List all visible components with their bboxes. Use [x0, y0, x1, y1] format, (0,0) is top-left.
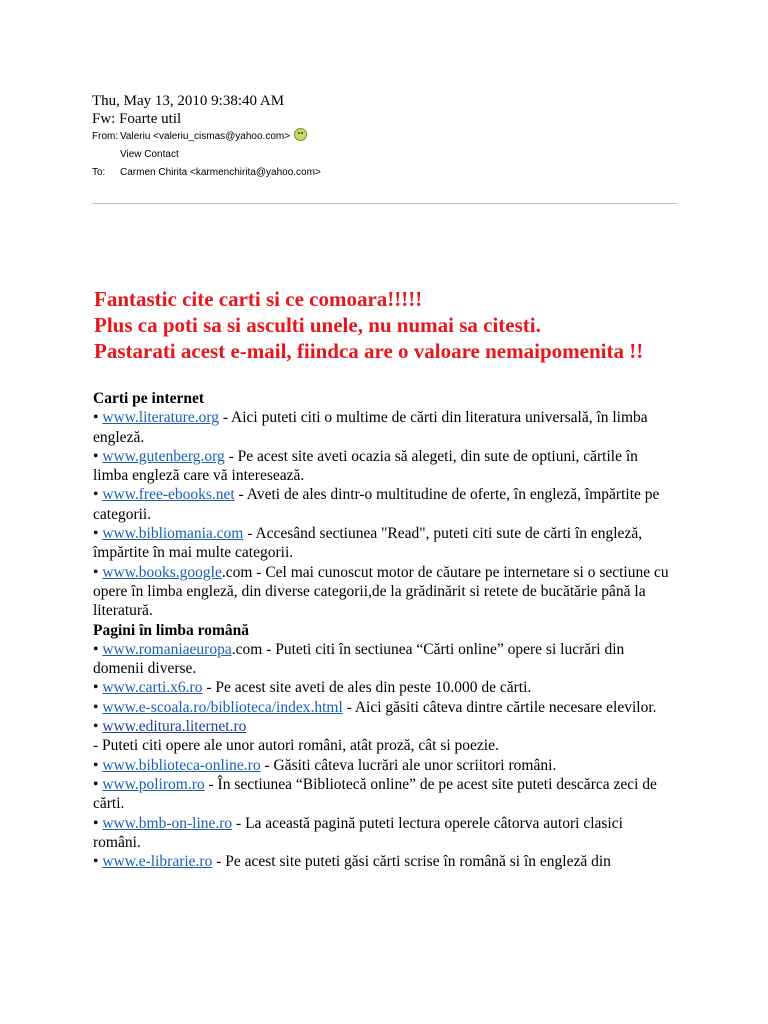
link-suffix: .com [231, 640, 263, 658]
site-link[interactable]: www.editura.liternet.ro [102, 718, 247, 736]
item-description: - Aveti de ales dintr-o multitudine de oferte, în engleză, împărtite pe categorii. [93, 486, 660, 523]
email-header [92, 92, 682, 182]
list-item [93, 524, 673, 563]
to-label: To: [92, 167, 106, 178]
site-link[interactable]: www.e-librarie.ro [102, 853, 213, 871]
item-description: - La această pagină puteti lectura operele câtorva autori clasici români. [93, 814, 623, 851]
list-romana [93, 640, 673, 872]
view-contact-link[interactable]: View Contact [120, 149, 179, 160]
site-link[interactable]: www.gutenberg.org [102, 447, 225, 465]
site-link[interactable]: www.literature.org [102, 409, 219, 427]
list-internet [93, 408, 673, 620]
bullet: • [93, 525, 103, 543]
site-link[interactable]: www.e-scoala.ro/biblioteca/index.html [102, 698, 343, 716]
site-link[interactable]: www.polirom.ro [102, 775, 205, 793]
site-link[interactable]: www.books.google [102, 563, 222, 581]
list-item [93, 563, 673, 621]
list-item [93, 485, 673, 524]
bullet: • [93, 640, 103, 658]
list-item [93, 814, 673, 853]
list-item [93, 698, 673, 717]
section-title-internet: Carti pe internet [93, 390, 205, 407]
list-item [93, 717, 673, 736]
from-value[interactable]: Valeriu <valeriu_cismas@yahoo.com> [120, 131, 291, 142]
item-description: - În sectiunea “Bibliotecă online” de pe acest site puteti descărca zeci de cărti. [93, 775, 657, 813]
email-subject: Fw: Foarte util [92, 111, 182, 127]
site-link[interactable]: www.free-ebooks.net [102, 486, 235, 504]
headline [94, 286, 684, 364]
item-description: - Găsiti câteva lucrări ale unor scriitori români. [260, 756, 557, 774]
bullet: • [93, 814, 103, 832]
item-description: - Pe acest site aveti de ales din peste 10.000 de cărti. [202, 679, 532, 697]
list-item [93, 678, 673, 697]
header-divider [92, 203, 678, 204]
item-description: - Pe acest site puteti găsi cărti scrise în română si în engleză din [212, 853, 611, 871]
bullet: • [93, 679, 103, 697]
item-description: - Puteti citi opere ale unor autori români, atât proză, cât si poezie. [93, 737, 499, 755]
site-link[interactable]: www.carti.x6.ro [102, 679, 203, 697]
list-item [93, 408, 673, 447]
email-body [93, 389, 673, 871]
site-link[interactable]: www.romaniaeuropa [102, 640, 232, 658]
bullet: • [93, 853, 103, 871]
site-link[interactable]: www.bibliomania.com [102, 525, 244, 543]
bullet: • [93, 718, 103, 736]
item-description: - Aici găsiti câteva dintre cărtile necesare elevilor. [342, 698, 657, 716]
from-label: From: [92, 131, 119, 142]
list-item [93, 447, 673, 486]
list-item [93, 736, 673, 755]
item-description: - Aici puteti citi o multime de cărti din literatura universală, în limba engleză. [93, 409, 648, 446]
headline-line-3: Pastarati acest e-mail, fiindca are o valoare nemaipomenita !! [94, 339, 644, 363]
item-description: - Cel mai cunoscut motor de căutare pe internetare si o sectiune cu opere în limba engleză, din diverse categorii,de la grădinărit si retete de bucătărie până la literatură. [93, 563, 669, 620]
site-link[interactable]: www.bmb-on-line.ro [102, 814, 233, 832]
list-item [93, 852, 673, 871]
item-description: - Accesând sectiunea "Read", puteti citi sute de cărti în engleză, împărtite în mai multe categorii. [93, 525, 643, 562]
list-item [93, 775, 673, 814]
email-date: Thu, May 13, 2010 9:38:40 AM [92, 93, 285, 109]
bullet: • [93, 486, 103, 504]
bullet: • [93, 563, 103, 581]
headline-line-2: Plus ca poti sa si asculti unele, nu numai sa citesti. [94, 313, 541, 337]
from-row [92, 128, 682, 146]
to-row [92, 164, 682, 182]
bullet: • [93, 447, 103, 465]
site-link[interactable]: www.biblioteca-online.ro [102, 756, 261, 774]
bullet: • [93, 756, 103, 774]
list-item [93, 640, 673, 679]
list-item [93, 756, 673, 775]
bullet: • [93, 409, 103, 427]
to-value[interactable]: Carmen Chirita <karmenchirita@yahoo.com> [120, 167, 321, 178]
item-description: - Pe acest site aveti ocazia să alegeti, din sute de optiuni, cărtile în limba engleză care vă interesează. [93, 447, 638, 485]
item-description: - Puteti citi în sectiunea “Cărti online” opere si lucrări din domenii diverse. [93, 640, 625, 678]
bullet: • [93, 698, 103, 716]
bullet: • [93, 775, 103, 793]
headline-line-1: Fantastic cite carti si ce comoara!!!!! [94, 287, 423, 311]
smiley-icon [294, 128, 307, 141]
section-title-romana: Pagini în limba română [93, 621, 250, 639]
link-suffix: .com [221, 563, 253, 581]
